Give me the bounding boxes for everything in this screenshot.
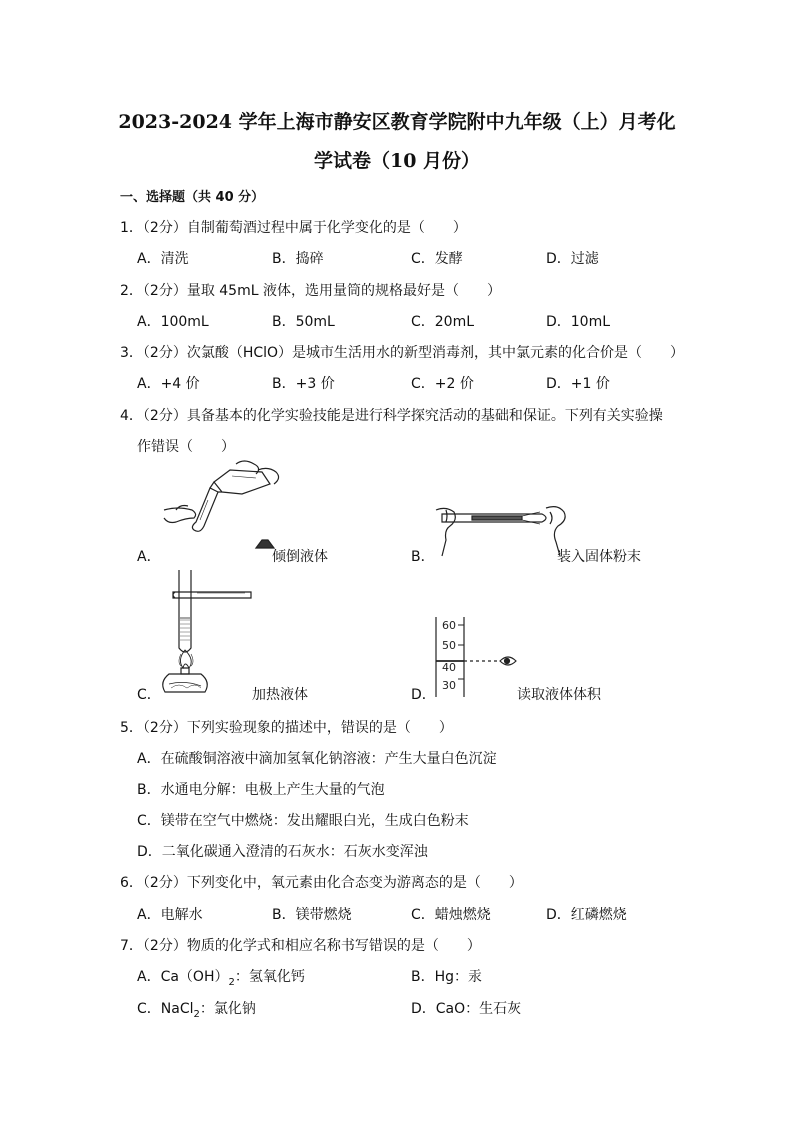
- q3-option-d: D．+1 价: [546, 376, 610, 392]
- q1-option-b: B．捣碎: [272, 251, 324, 267]
- title-line-2: 学试卷（10 月份）: [313, 150, 481, 172]
- q7-option-b: B．Hg：汞: [411, 969, 483, 985]
- q7-option-a: [137, 966, 305, 988]
- q4-option-b-caption: 装入固体粉末: [557, 549, 641, 565]
- q4-option-b-letter: B．: [411, 549, 435, 565]
- q2-option-d: D．10mL: [546, 314, 611, 330]
- q2-option-b: B．50mL: [272, 314, 335, 330]
- q6-option-d: D．红磷燃烧: [546, 907, 627, 923]
- cylinder-tick-50: 50: [442, 639, 456, 652]
- q3-option-b: B．+3 价: [272, 376, 335, 392]
- figure-b-adding-powder: [432, 500, 572, 558]
- question-2-stem: 2．（2分）量取 45mL 液体，选用量筒的规格最好是（ ）: [120, 283, 501, 299]
- cylinder-tick-60: 60: [442, 619, 456, 632]
- q2-option-a: A．100mL: [137, 314, 209, 330]
- figure-a-pouring-liquid: [158, 460, 288, 560]
- q7-option-a-formula: A．Ca（OH）: [137, 969, 229, 985]
- q7-option-c-formula: C．NaCl: [137, 1001, 194, 1017]
- q4-option-a-letter: A．: [137, 549, 161, 565]
- q4-option-a-caption: 倾倒液体: [272, 549, 328, 565]
- q2-option-c: C．20mL: [411, 314, 475, 330]
- q3-option-a: A．+4 价: [137, 376, 200, 392]
- q1-option-c: C．发酵: [411, 251, 463, 267]
- q4-option-d-caption: 读取液体体积: [517, 687, 601, 703]
- q4-option-c-letter: C．: [137, 687, 161, 703]
- question-7-stem: 7．（2分）物质的化学式和相应名称书写错误的是（ ）: [120, 938, 481, 954]
- question-1-stem: 1．（2分）自制葡萄酒过程中属于化学变化的是（ ）: [120, 220, 467, 236]
- question-4-stem-line-2: 作错误（ ）: [137, 439, 235, 455]
- q1-option-d: D．过滤: [546, 251, 599, 267]
- q7-option-c-name: ：氯化钠: [199, 1001, 256, 1017]
- q5-option-a: A．在硫酸铜溶液中滴加氢氧化钠溶液：产生大量白色沉淀: [137, 751, 497, 767]
- title-line-1: 2023-2024 学年上海市静安区教育学院附中九年级（上）月考化: [118, 111, 676, 133]
- section-heading: 一、选择题（共 40 分）: [120, 190, 265, 205]
- question-4-stem-line-1: 4．（2分）具备基本的化学实验技能是进行科学探究活动的基础和保证。下列有关实验操: [120, 408, 663, 424]
- q7-option-c-subscript: 2: [193, 1008, 200, 1020]
- q5-option-d: D．二氧化碳通入澄清的石灰水：石灰水变浑浊: [137, 844, 428, 860]
- q7-option-d: D．CaO：生石灰: [411, 1001, 522, 1017]
- question-6-stem: 6．（2分）下列变化中，氧元素由化合态变为游离态的是（ ）: [120, 875, 523, 891]
- q6-option-a: A．电解水: [137, 907, 203, 923]
- question-5-stem: 5．（2分）下列实验现象的描述中，错误的是（ ）: [120, 720, 453, 736]
- cylinder-tick-40: 40: [442, 661, 456, 674]
- q4-option-d-letter: D．: [411, 687, 436, 703]
- q3-option-c: C．+2 价: [411, 376, 474, 392]
- q1-option-a: A．清洗: [137, 251, 189, 267]
- q6-option-b: B．镁带燃烧: [272, 907, 352, 923]
- q5-option-c: C．镁带在空气中燃烧：发出耀眼白光，生成白色粉末: [137, 813, 469, 829]
- q7-option-a-name: ：氢氧化钙: [234, 969, 305, 985]
- q7-option-c: [137, 998, 256, 1020]
- q4-option-c-caption: 加热液体: [252, 687, 308, 703]
- cylinder-tick-30: 30: [442, 679, 456, 692]
- question-3-stem: 3．（2分）次氯酸（HClO）是城市生活用水的新型消毒剂，其中氯元素的化合价是（ ）: [120, 345, 685, 361]
- q6-option-c: C．蜡烛燃烧: [411, 907, 491, 923]
- figure-d-reading-volume: [430, 615, 520, 699]
- q5-option-b: B．水通电分解：电极上产生大量的气泡: [137, 782, 385, 798]
- figure-c-heating-liquid: [155, 568, 255, 696]
- q7-option-a-subscript: 2: [228, 976, 235, 988]
